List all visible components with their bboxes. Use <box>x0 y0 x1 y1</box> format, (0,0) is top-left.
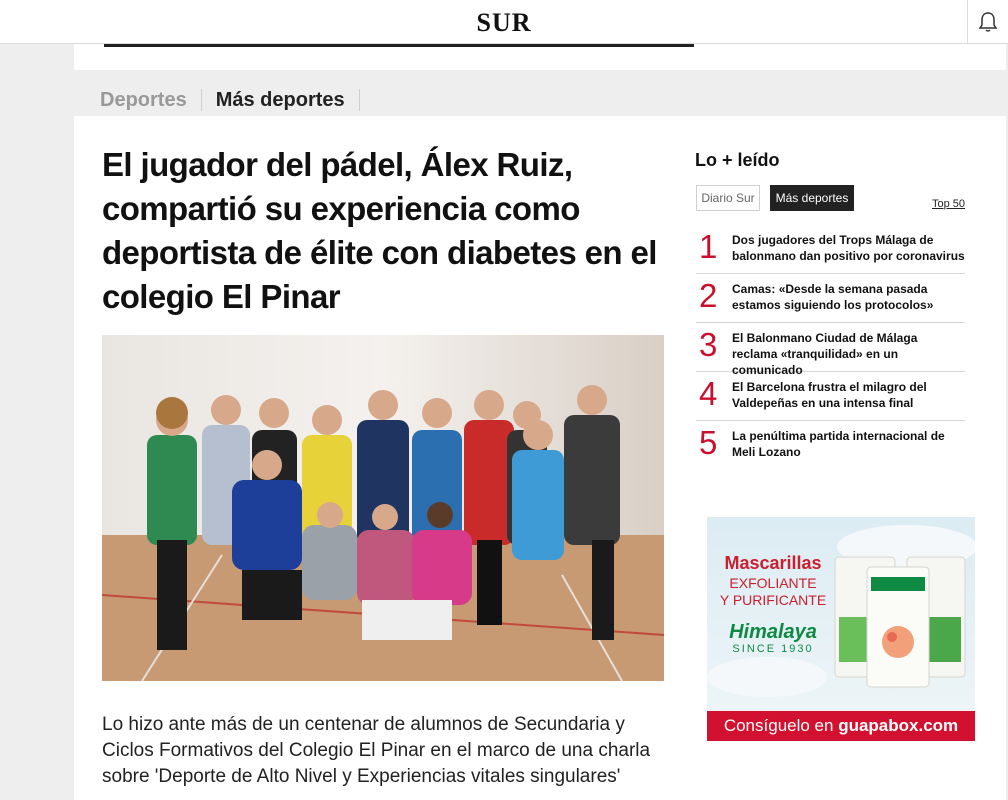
bell-icon <box>978 11 998 33</box>
top-50-link[interactable]: Top 50 <box>932 198 966 210</box>
article-photo[interactable] <box>102 335 664 681</box>
list-item-title: Dos jugadores del Trops Málaga de balonmano dan positivo por coronavirus <box>732 233 965 263</box>
article-headline: El jugador del pádel, Álex Ruiz, compartió su experiencia como deportista de élite con diabetes en el colegio El Pinar <box>102 146 657 315</box>
ad-brand-since: SINCE 1930 <box>732 643 814 655</box>
list-item-title: El Balonmano Ciudad de Málaga reclama «tranquilidad» en un comunicado <box>732 331 918 377</box>
article-lede: Lo hizo ante más de un centenar de alumnos de Secundaria y Ciclos Formativos del Colegio El Pinar en el marco de una charla sobre 'Deporte de Alto Nivel y Experiencias vitales singulares' <box>102 714 651 787</box>
tab-divider <box>201 89 202 111</box>
rank-number: 2 <box>699 277 718 314</box>
header-strip <box>74 44 1006 70</box>
list-item[interactable] <box>696 274 965 323</box>
list-item-title: La penúltima partida internacional de Meli Lozano <box>732 429 945 459</box>
divider <box>104 44 694 47</box>
list-item[interactable] <box>696 372 965 421</box>
rank-number: 4 <box>699 375 718 412</box>
ad-subline-1: EXFOLIANTE <box>729 575 817 591</box>
group-photo-image <box>102 335 664 681</box>
tab-label: Más deportes <box>215 89 345 111</box>
ad-subline-2: Y PURIFICANTE <box>719 592 827 608</box>
most-read-title: Lo + leído <box>695 150 780 170</box>
tab-divider <box>359 89 360 111</box>
list-item[interactable] <box>696 421 965 470</box>
ad-cta-button[interactable] <box>707 711 975 741</box>
tab-mas-deportes-sidebar[interactable]: Más deportes <box>770 185 854 211</box>
rank-number: 3 <box>699 326 718 363</box>
ad-subline <box>717 575 829 609</box>
list-item-title: Camas: «Desde la semana pasada estamos siguiendo los protocolos» <box>732 282 934 312</box>
rank-number: 1 <box>699 228 718 265</box>
most-read-list <box>696 225 965 470</box>
tab-label: Deportes <box>100 89 187 111</box>
tab-diario-sur[interactable]: Diario Sur <box>696 185 760 211</box>
advertisement-banner[interactable] <box>707 517 975 741</box>
ad-headline: Mascarillas <box>724 553 822 573</box>
list-item[interactable] <box>696 323 965 377</box>
ad-cta-site: guapabox.com <box>838 716 959 735</box>
tab-deportes[interactable] <box>100 88 201 116</box>
site-logo[interactable]: SUR <box>476 8 532 37</box>
rank-number: 5 <box>699 424 718 461</box>
site-header <box>0 0 1008 44</box>
notifications-button[interactable] <box>967 0 1008 44</box>
ad-brand-logo: Himalaya <box>729 621 817 643</box>
ad-cta-prefix: Consíguelo en <box>723 716 839 735</box>
section-tabs <box>100 84 374 120</box>
list-item[interactable] <box>696 225 965 274</box>
list-item-title: El Barcelona frustra el milagro del Valdepeñas en una intensa final <box>732 380 927 410</box>
tab-mas-deportes[interactable] <box>216 88 359 116</box>
